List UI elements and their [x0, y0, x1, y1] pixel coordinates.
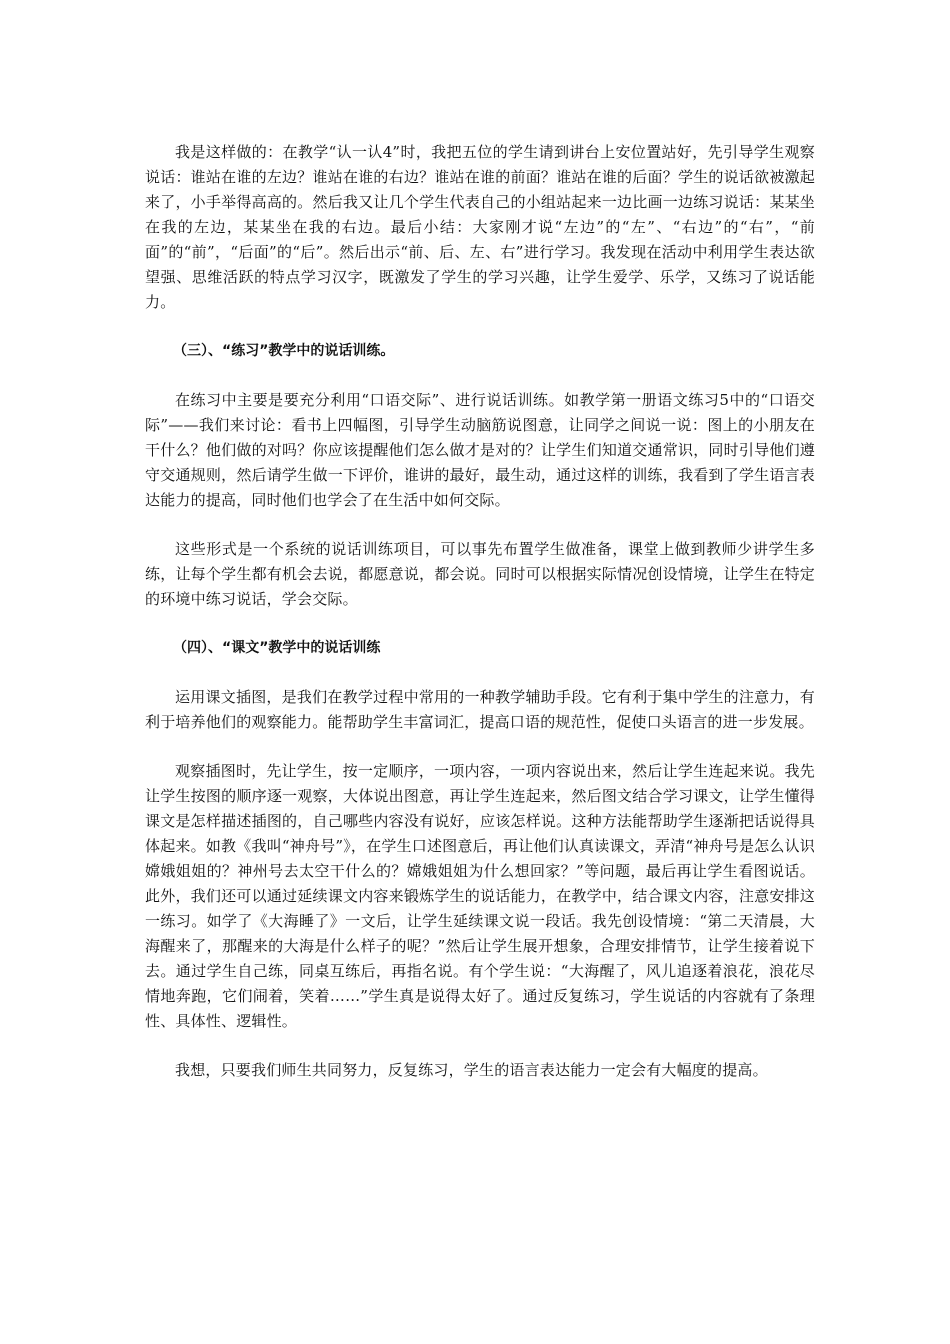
paragraph-oral-communication: 在练习中主要是要充分利用“口语交际”、进行说话训练。如教学第一册语文练习5中的“口语交际”——我们来讨论：看书上四幅图，引导学生动脑筋说图意，让同学之间说一说：图上的小朋友在干什么？他们做的对吗？你应该提醒他们怎么做才是对的？让学生们知道交通常识，同时引导他们遵守交通规则，然后请学生做一下评价，谁讲的最好，最生动，通过这样的训练，我看到了学生语言表达能力的提高，同时他们也学会了在生活中如何交际。: [145, 391, 815, 509]
paragraph-observation: 观察插图时，先让学生，按一定顺序，一项内容，一项内容说出来，然后让学生连起来说。我先让学生按图的顺序逐一观察，大体说出图意，再让学生连起来，然后图文结合学习课文，让学生懂得课文是怎样描述插图的，自己哪些内容没有说好，应该怎样说。这种方法能帮助学生逐渐把话说得具体起来。如教《我叫“神舟号”》，在学生口述图意后，再让他们认真读课文，弄清“神舟号是怎么认识嫦娥姐姐的？神州号去太空干什么的？嫦娥姐姐为什么想回家？”等问题，最后再让学生看图说话。此外，我们还可以通过延续课文内容来锻炼学生的说话能力，在教学中，结合课文内容，注意安排这一练习。如学了《大海睡了》一文后，让学生延续课文说一段话。我先创设情境：“第二天清晨，大海醒来了，那醒来的大海是什么样子的呢？”然后让学生展开想象，合理安排情节，让学生接着说下去。通过学生自己练，同桌互练后，再指名说。有个学生说：“大海醒了，风儿追逐着浪花，浪花尽情地奔跑，它们闹着，笑着……”学生真是说得太好了。通过反复练习，学生说话的内容就有了条理性、具体性、逻辑性。: [145, 762, 815, 1030]
paragraph-training-forms: 这些形式是一个系统的说话训练项目，可以事先布置学生做准备，课堂上做到教师少讲学生多练，让每个学生都有机会去说，都愿意说，都会说。同时可以根据实际情况创设情境，让学生在特定的环境中练习说话，学会交际。: [145, 540, 815, 608]
paragraph-conclusion: 我想，只要我们师生共同努力，反复练习，学生的语言表达能力一定会有大幅度的提高。: [175, 1061, 768, 1079]
document-page: [145, 140, 815, 1083]
paragraph-recognition-activity: 我是这样做的：在教学“认一认4”时，我把五位的学生请到讲台上安位置站好，先引导学生观察说话：谁站在谁的左边？谁站在谁的右边？谁站在谁的前面？谁站在谁的后面？学生的说话欲被激起来了，小手举得高高的。然后我又让几个学生代表自己的小组站起来一边比画一边练习说话：某某坐在我的左边，某某坐在我的右边。最后小结：大家刚才说“左边”的“左”、“右边”的“右”，“前面”的“前”，“后面”的“后”。然后出示“前、后、左、右”进行学习。我发现在活动中利用学生表达欲望强、思维活跃的特点学习汉字，既激发了学生的学习兴趣，让学生爱学、乐学，又练习了说话能力。: [145, 143, 815, 311]
paragraph-illustrations: 运用课文插图，是我们在教学过程中常用的一种教学辅助手段。它有利于集中学生的注意力，有利于培养他们的观察能力。能帮助学生丰富词汇，提高口语的规范性，促使口头语言的进一步发展。: [145, 688, 815, 731]
section-heading-practice: （三）、“练习”教学中的说话训练。: [173, 343, 395, 359]
section-heading-text-teaching: （四）、“课文”教学中的说话训练: [173, 640, 381, 656]
